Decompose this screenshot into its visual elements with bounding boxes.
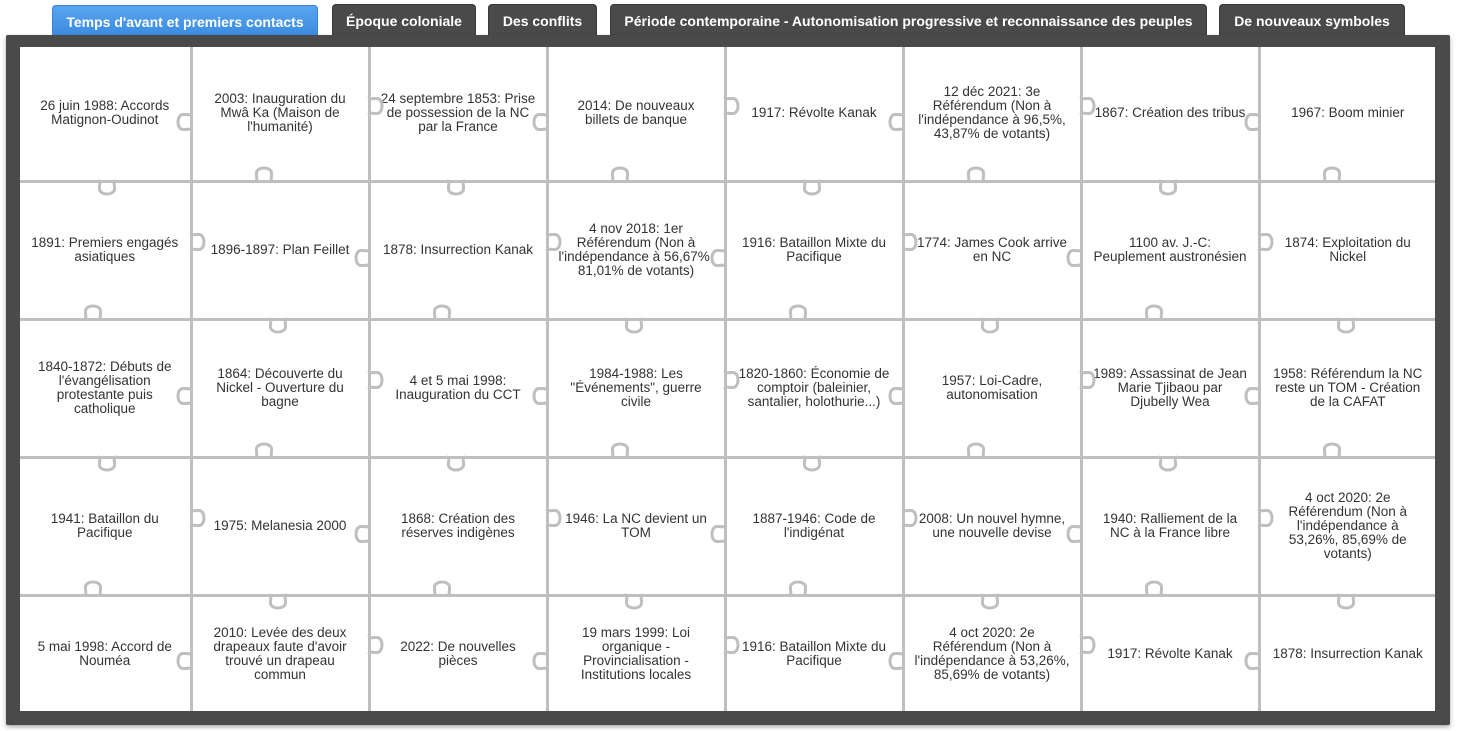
puzzle-piece[interactable]: 1941: Bataillon du Pacifique	[20, 459, 190, 594]
puzzle-piece[interactable]: 1878: Insurrection Kanak	[371, 183, 546, 318]
tab-bar	[0, 0, 1457, 36]
puzzle-piece[interactable]: 1989: Assassinat de Jean Marie Tjibaou par Djubelly Wea	[1083, 321, 1258, 456]
tab-periode-contemporaine[interactable]: Période contemporaine - Autonomisation progressive et reconnaissance des peuples	[610, 4, 1207, 36]
puzzle-piece[interactable]: 1878: Insurrection Kanak	[1261, 597, 1436, 712]
puzzle-piece[interactable]: 1867: Création des tribus	[1083, 47, 1258, 180]
puzzle-piece[interactable]: 4 nov 2018: 1er Référendum (Non à l'indépendance à 56,67%, 81,01% de votants)	[549, 183, 724, 318]
puzzle-piece[interactable]: 2022: De nouvelles pièces	[371, 597, 546, 712]
puzzle-piece[interactable]: 1957: Loi-Cadre, autonomisation	[905, 321, 1080, 456]
puzzle-frame	[6, 35, 1450, 725]
tab-epoque-coloniale[interactable]: Époque coloniale	[332, 4, 476, 36]
puzzle-piece[interactable]: 1975: Melanesia 2000	[193, 459, 368, 594]
puzzle-piece[interactable]: 4 et 5 mai 1998: Inauguration du CCT	[371, 321, 546, 456]
puzzle-piece[interactable]: 2003: Inauguration du Mwâ Ka (Maison de l'humanité)	[193, 47, 368, 180]
puzzle-piece[interactable]: 1874: Exploitation du Nickel	[1261, 183, 1436, 318]
puzzle-piece[interactable]: 1896-1897: Plan Feillet	[193, 183, 368, 318]
puzzle-piece[interactable]: 2010: Levée des deux drapeaux faute d'avoir trouvé un drapeau commun	[193, 597, 368, 712]
puzzle-piece[interactable]: 1891: Premiers engagés asiatiques	[20, 183, 190, 318]
puzzle-piece[interactable]: 2008: Un nouvel hymne, une nouvelle devise	[905, 459, 1080, 594]
puzzle-piece[interactable]: 1967: Boom minier	[1261, 47, 1436, 180]
puzzle-piece[interactable]: 1774: James Cook arrive en NC	[905, 183, 1080, 318]
tab-temps-avant[interactable]: Temps d'avant et premiers contacts	[52, 5, 318, 37]
puzzle-piece[interactable]: 4 oct 2020: 2e Référendum (Non à l'indépendance à 53,26%, 85,69% de votants)	[905, 597, 1080, 712]
puzzle-piece[interactable]: 1946: La NC devient un TOM	[549, 459, 724, 594]
puzzle-board	[20, 47, 1435, 711]
puzzle-piece[interactable]: 1916: Bataillon Mixte du Pacifique	[727, 597, 902, 712]
puzzle-piece[interactable]: 1916: Bataillon Mixte du Pacifique	[727, 183, 902, 318]
puzzle-piece[interactable]: 12 déc 2021: 3e Référendum (Non à l'indépendance à 96,5%, 43,87% de votants)	[905, 47, 1080, 180]
puzzle-piece[interactable]: 1984-1988: Les "Événements", guerre civile	[549, 321, 724, 456]
puzzle-piece[interactable]: 1887-1946: Code de l'indigénat	[727, 459, 902, 594]
puzzle-piece[interactable]: 1100 av. J.-C: Peuplement austronésien	[1083, 183, 1258, 318]
tab-des-conflits[interactable]: Des conflits	[488, 4, 597, 36]
puzzle-piece[interactable]: 1868: Création des réserves indigènes	[371, 459, 546, 594]
puzzle-piece[interactable]: 1958: Référendum la NC reste un TOM - Création de la CAFAT	[1261, 321, 1436, 456]
puzzle-piece[interactable]: 1820-1860: Économie de comptoir (baleinier, santalier, holothurie...)	[727, 321, 902, 456]
puzzle-piece[interactable]: 1917: Révolte Kanak	[727, 47, 902, 180]
puzzle-piece[interactable]: 1864: Découverte du Nickel - Ouverture du bagne	[193, 321, 368, 456]
puzzle-piece[interactable]: 1917: Révolte Kanak	[1083, 597, 1258, 712]
puzzle-piece[interactable]: 2014: De nouveaux billets de banque	[549, 47, 724, 180]
puzzle-piece[interactable]: 1940: Ralliement de la NC à la France libre	[1083, 459, 1258, 594]
tab-nouveaux-symboles[interactable]: De nouveaux symboles	[1219, 4, 1405, 36]
puzzle-piece[interactable]: 1840-1872: Débuts de l'évangélisation protestante puis catholique	[20, 321, 190, 456]
puzzle-piece[interactable]: 19 mars 1999: Loi organique - Provincialisation - Institutions locales	[549, 597, 724, 712]
puzzle-piece[interactable]: 26 juin 1988: Accords Matignon-Oudinot	[20, 47, 190, 180]
puzzle-piece[interactable]: 5 mai 1998: Accord de Nouméa	[20, 597, 190, 712]
puzzle-piece[interactable]: 24 septembre 1853: Prise de possession de la NC par la France	[371, 47, 546, 180]
puzzle-piece[interactable]: 4 oct 2020: 2e Référendum (Non à l'indépendance à 53,26%, 85,69% de votants)	[1261, 459, 1436, 594]
